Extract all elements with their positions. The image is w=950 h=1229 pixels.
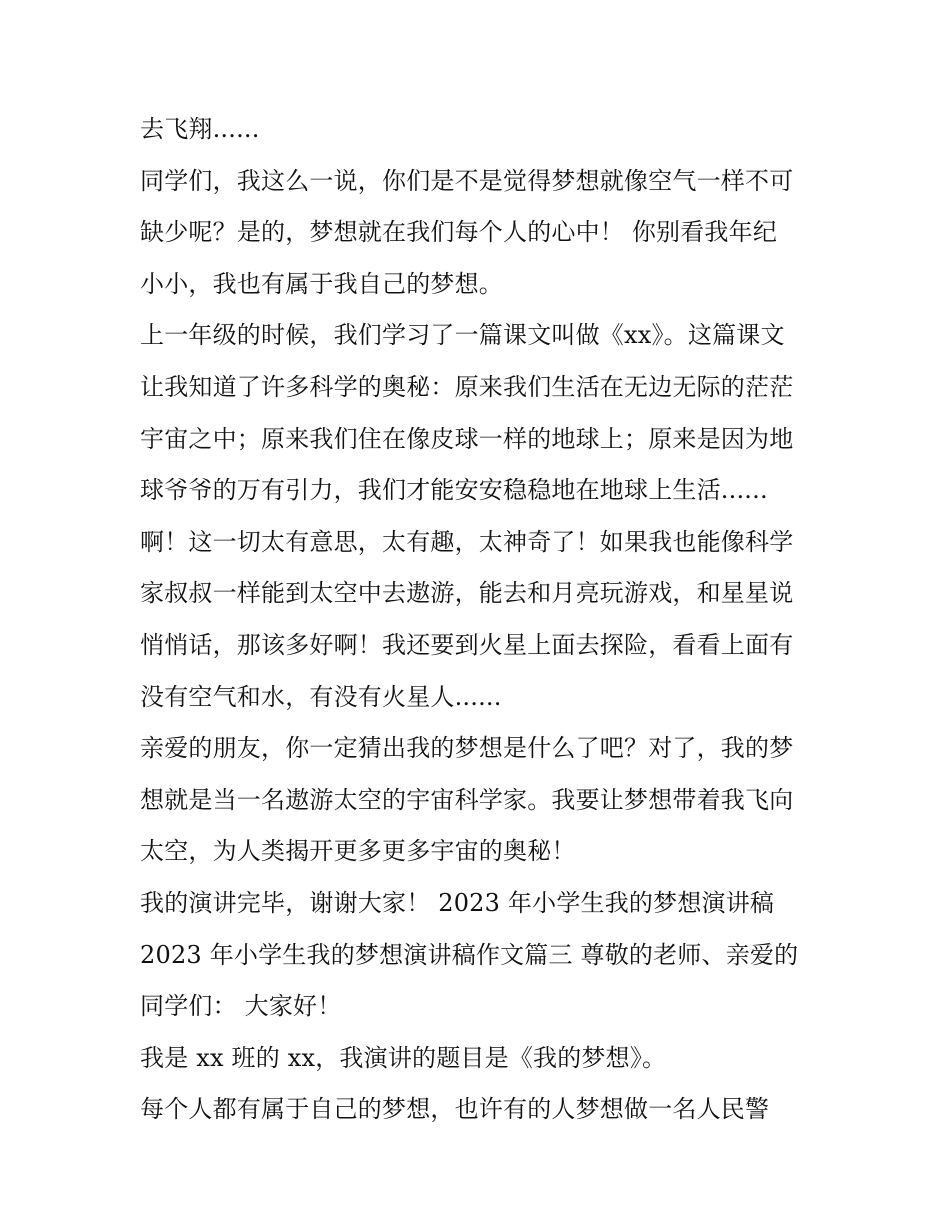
text-line: 悄悄话，那该多好啊！我还要到火星上面去探险，看看上面有 — [140, 630, 794, 659]
text-line: 想就是当一名遨游太空的宇宙科学家。我要让梦想带着我飞向 — [140, 785, 794, 814]
text-line: 我是 xx 班的 xx，我演讲的题目是《我的梦想》。 — [140, 1043, 667, 1072]
text-line: 去飞翔...... — [140, 115, 260, 143]
text-line: 小小，我也有属于我自己的梦想。 — [140, 269, 503, 298]
text-line: 啊！这一切太有意思，太有趣，太神奇了！如果我也能像科学 — [140, 527, 794, 556]
text-line: 没有空气和水，有没有火星人...... — [140, 682, 502, 711]
text-line: 家叔叔一样能到太空中去遨游，能去和月亮玩游戏，和星星说 — [140, 579, 794, 608]
text-line: 亲爱的朋友，你一定猜出我的梦想是什么了吧？对了，我的梦 — [140, 734, 794, 763]
text-line: 让我知道了许多科学的奥秘：原来我们生活在无边无际的茫茫 — [140, 372, 794, 401]
text-line: 球爷爷的万有引力，我们才能安安稳稳地在地球上生活...... — [140, 476, 768, 505]
document-body — [140, 104, 830, 1136]
text-line: 太空，为人类揭开更多更多宇宙的奥秘！ — [140, 837, 576, 866]
text-line: 缺少呢？是的，梦想就在我们每个人的心中！ 你别看我年纪 — [140, 218, 778, 247]
text-line: 宇宙之中；原来我们住在像皮球一样的地球上；原来是因为地 — [140, 424, 794, 453]
text-line: 同学们： 大家好！ — [140, 992, 342, 1021]
text-line: 2023 年小学生我的梦想演讲稿作文篇三 尊敬的老师、亲爱的 — [140, 940, 799, 969]
text-line: 上一年级的时候，我们学习了一篇课文叫做《xx》。这篇课文 — [140, 321, 785, 350]
text-line: 我的演讲完毕，谢谢大家！ 2023 年小学生我的梦想演讲稿 — [140, 888, 775, 917]
text-line: 同学们，我这么一说，你们是不是觉得梦想就像空气一样不可 — [140, 166, 794, 195]
text-line: 每个人都有属于自己的梦想，也许有的人梦想做一名人民警 — [140, 1095, 770, 1124]
